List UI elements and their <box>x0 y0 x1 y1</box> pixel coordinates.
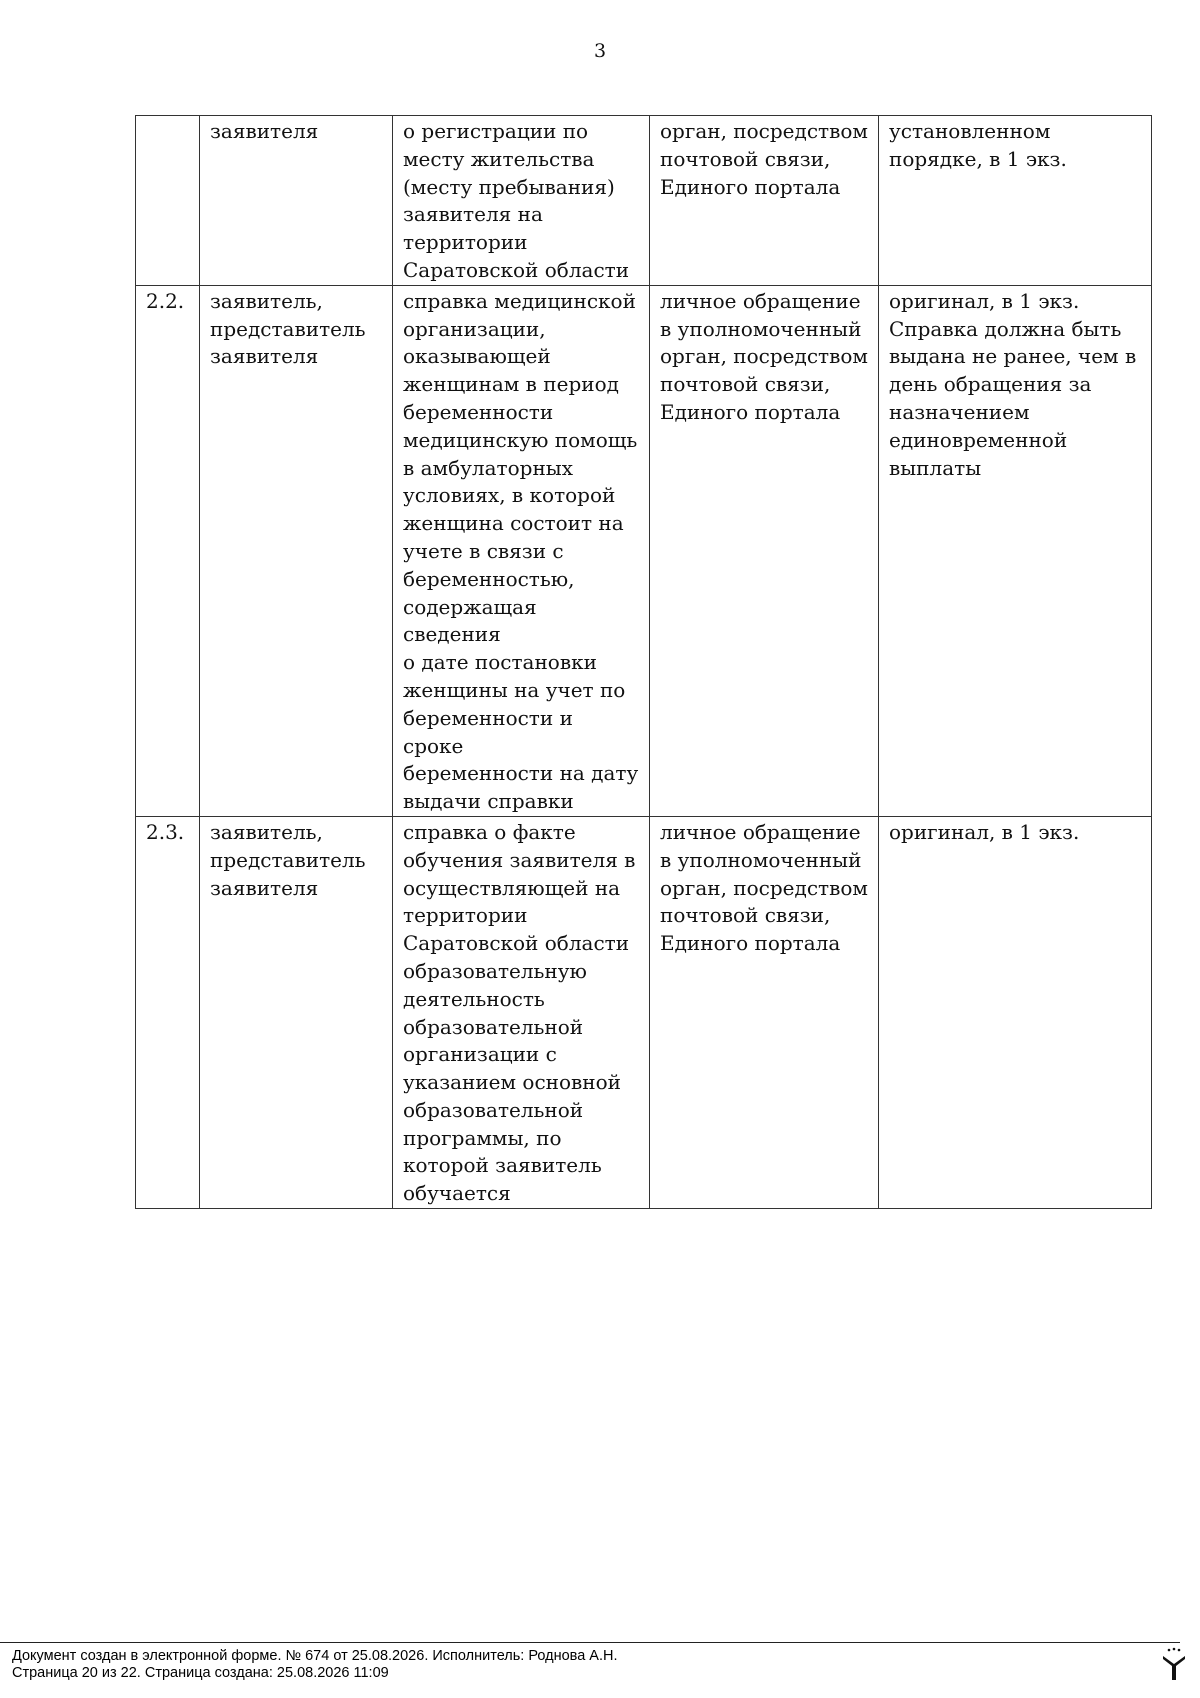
form-text: установленном порядке, в 1 экз. <box>889 119 1067 171</box>
row-number-cell <box>136 285 200 816</box>
method-text: личное обращение в уполномоченный орган, посредством почтовой связи, Единого портала <box>660 819 868 956</box>
document-cell <box>393 116 650 286</box>
applicant-cell <box>200 116 393 286</box>
row-number: 2.2. <box>146 288 185 313</box>
method-cell <box>650 116 879 286</box>
table-row <box>136 116 1152 286</box>
document-cell <box>393 816 650 1208</box>
documents-table <box>135 115 1152 1209</box>
form-cell <box>879 285 1152 816</box>
footer-line-1: Документ создан в электронной форме. № 674 от 25.08.2026. Исполнитель: Роднова А.Н. <box>12 1648 618 1664</box>
applicant-cell <box>200 816 393 1208</box>
document-text: о регистрации по месту жительства (месту пребывания) заявителя на территории Саратовской области <box>403 119 630 282</box>
footer-line-2: Страница 20 из 22. Страница создана: 25.08.2026 11:09 <box>12 1665 389 1681</box>
method-text: личное обращение в уполномоченный орган, посредством почтовой связи, Единого портала <box>660 288 868 424</box>
document-text: справка медицинской организации, оказывающей женщинам в период беременности медицинскую помощь в амбулаторных условиях, в которой женщина состоит на учете в связи с беременностью, содержащая сведения о дате постановки женщины на учет по беременности и сроке беременности на дату выдачи справки <box>403 288 639 814</box>
row-number: 2.3. <box>146 819 185 844</box>
row-number-cell <box>136 116 200 286</box>
applicant-cell <box>200 285 393 816</box>
form-cell <box>879 116 1152 286</box>
applicant-text: заявитель, представитель заявителя <box>210 288 366 369</box>
method-text: орган, посредством почтовой связи, Единого портала <box>660 119 868 199</box>
form-cell <box>879 816 1152 1208</box>
row-number-cell <box>136 816 200 1208</box>
footer-divider <box>0 1642 1180 1643</box>
page-number: 3 <box>593 40 607 62</box>
table-row <box>136 285 1152 816</box>
emblem-icon <box>1160 1647 1188 1681</box>
form-text: оригинал, в 1 экз. <box>889 819 1080 844</box>
document-footer <box>12 1648 618 1682</box>
table-row <box>136 816 1152 1208</box>
applicant-text: заявителя <box>210 119 319 143</box>
applicant-text: заявитель, представитель заявителя <box>210 819 366 900</box>
document-cell <box>393 285 650 816</box>
form-text: оригинал, в 1 экз. Справка должна быть выдана не ранее, чем в день обращения за назначением единовременной выплаты <box>889 288 1137 480</box>
method-cell <box>650 285 879 816</box>
document-text: справка о факте обучения заявителя в осуществляющей на территории Саратовской области образовательную деятельность образовательной организации с указанием основной образовательной программы, по которой заявитель обучается <box>403 819 636 1206</box>
method-cell <box>650 816 879 1208</box>
